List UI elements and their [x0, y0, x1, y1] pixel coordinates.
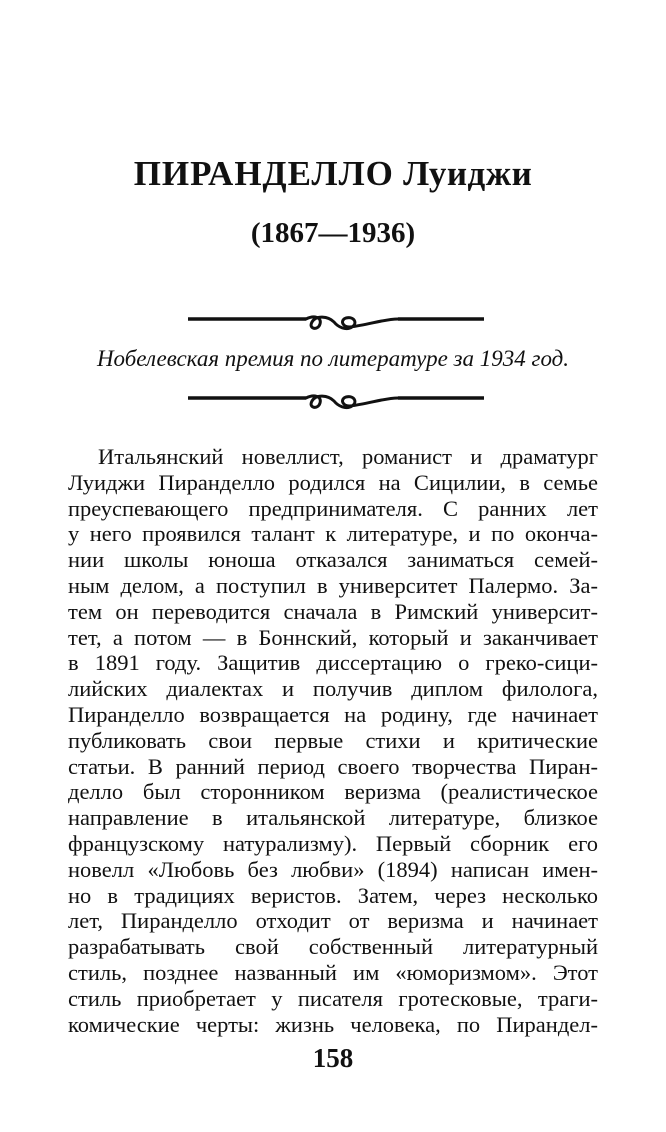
text-line: стиль, позднее названный им «юморизмом». Этот — [68, 959, 598, 985]
text-line: Луиджи Пиранделло родился на Сицилии, в семье — [68, 469, 598, 495]
ornament-divider-icon — [188, 386, 484, 416]
nobel-award-line: Нобелевская премия по литературе за 1934 год. — [96, 346, 570, 371]
text-line: лийских диалектах и получив диплом филолога, — [68, 676, 598, 702]
text-line: у него проявился талант к литературе, и по оконча- — [68, 521, 598, 547]
text-line: французскому натурализму). Первый сборник его — [68, 830, 598, 856]
text-line: нии школы юноша отказался заниматься семей- — [68, 547, 598, 573]
text-line: направление в итальянской литературе, близкое — [68, 805, 598, 831]
text-line: делло был сторонником веризма (реалистическое — [68, 779, 598, 805]
text-line: тем он переводится сначала в Римский университ- — [68, 598, 598, 624]
text-line: статьи. В ранний период своего творчества Пиран- — [68, 753, 598, 779]
page-title — [0, 154, 666, 194]
text-line: Пиранделло возвращается на родину, где начинает — [68, 701, 598, 727]
text-line: тет, а потом — в Боннский, который и заканчивает — [68, 624, 598, 650]
text-line: комические черты: жизнь человека, по Пирандел- — [68, 1011, 598, 1037]
text-line: ным делом, а поступил в университет Палермо. За- — [68, 572, 598, 598]
life-dates: (1867—1936) — [250, 217, 416, 249]
text-line: лет, Пиранделло отходит от веризма и начинает — [68, 908, 598, 934]
body-text — [68, 444, 598, 1037]
author-surname: ПИРАНДЕЛЛО — [133, 154, 394, 193]
ornament-divider-icon — [188, 307, 484, 337]
text-line: публиковать свои первые стихи и критические — [68, 727, 598, 753]
author-name: Луиджи — [403, 154, 533, 193]
text-line: в 1891 году. Защитив диссертацию о греко-сици- — [68, 650, 598, 676]
text-line: преуспевающего предпринимателя. С ранних лет — [68, 495, 598, 521]
page-number: 158 — [312, 1043, 354, 1073]
text-line: Итальянский новеллист, романист и драматург — [98, 444, 598, 469]
text-line: разрабатывать свой собственный литературный — [68, 934, 598, 960]
text-line: но в традициях веристов. Затем, через несколько — [68, 882, 598, 908]
text-line: стиль приобретает у писателя гротесковые, траги- — [68, 985, 598, 1011]
text-line: новелл «Любовь без любви» (1894) написан имен- — [68, 856, 598, 882]
